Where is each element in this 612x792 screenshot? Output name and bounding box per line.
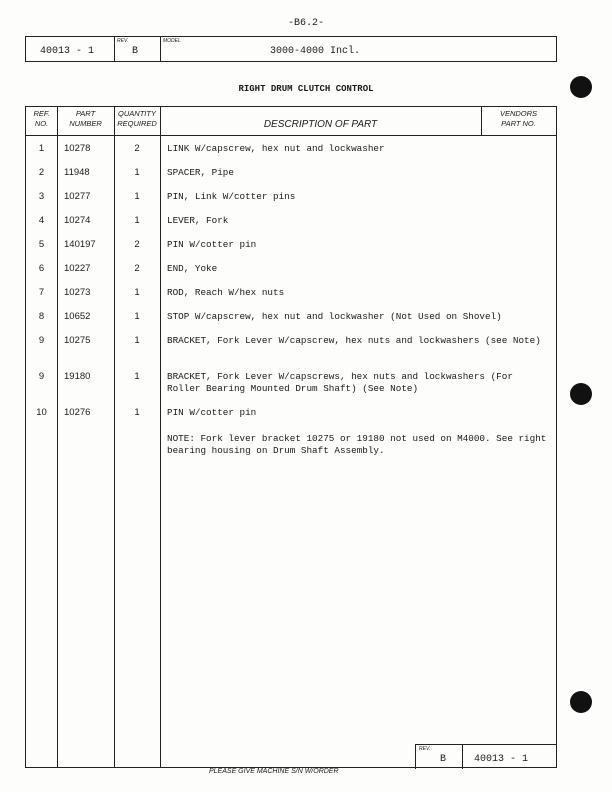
desc-cell: PIN, Link W/cotter pins	[167, 191, 296, 202]
part-cell: 10276	[64, 407, 91, 418]
desc-cell: BRACKET, Fork Lever W/capscrew, hex nuts and lockwashers (see Note)	[167, 335, 541, 346]
header-doc-cell	[26, 37, 115, 61]
punch-hole-middle	[570, 383, 592, 405]
part-cell: 19180	[64, 371, 91, 382]
parts-table	[25, 106, 557, 768]
page-number: -B6.2-	[287, 18, 324, 29]
part-cell: 10227	[64, 263, 91, 274]
header-box	[25, 36, 557, 62]
part-cell: 140197	[64, 239, 96, 250]
qty-cell: 1	[134, 167, 140, 178]
qty-cell: 1	[134, 191, 140, 202]
desc-cell: SPACER, Pipe	[167, 167, 234, 178]
col-header-qty: QUANTITY REQUIRED	[117, 109, 157, 128]
qty-cell: 1	[134, 335, 140, 346]
desc-cell: LINK W/capscrew, hex nut and lockwasher	[167, 143, 385, 154]
header-doc-number: 40013 - 1	[40, 46, 95, 57]
header-rev: B	[132, 46, 139, 57]
qty-cell: 2	[134, 239, 140, 250]
ref-cell: 4	[38, 215, 45, 226]
ref-cell: 9	[38, 335, 45, 346]
table-note: NOTE: Fork lever bracket 10275 or 19180 not used on M4000. See right bearing housing on Drum Shaft Assembly.	[167, 433, 547, 456]
part-cell: 10278	[64, 143, 91, 154]
ref-cell: 5	[38, 239, 45, 250]
part-cell: 10277	[64, 191, 91, 202]
part-cell: 11948	[64, 167, 90, 178]
header-rev-cell	[114, 37, 161, 61]
ref-cell: 9	[38, 371, 45, 382]
section-title: RIGHT DRUM CLUTCH CONTROL	[238, 84, 374, 94]
ref-cell: 8	[38, 311, 45, 322]
desc-cell: STOP W/capscrew, hex nut and lockwasher (Not Used on Shovel)	[167, 311, 502, 322]
desc-cell: PIN W/cotter pin	[167, 239, 257, 250]
footer-note: PLEASE GIVE MACHINE S/N W/ORDER	[205, 768, 343, 775]
qty-cell: 1	[134, 311, 140, 322]
qty-cell: 1	[134, 371, 140, 382]
col-header-vendors: VENDORS PART NO.	[499, 109, 538, 128]
footer-rev-caption: REV.	[419, 746, 431, 752]
ref-cell: 7	[38, 287, 45, 298]
header-model: 3000-4000 Incl.	[270, 46, 361, 57]
desc-cell: ROD, Reach W/hex nuts	[167, 287, 285, 298]
ref-cell: 3	[38, 191, 45, 202]
part-cell: 10275	[64, 335, 91, 346]
part-cell: 10274	[64, 215, 91, 226]
col-header-ref: REF. NO.	[33, 109, 50, 128]
qty-cell: 2	[134, 143, 140, 154]
header-model-caption: MODEL	[163, 38, 181, 44]
footer-doc-number: 40013 - 1	[474, 754, 529, 765]
qty-cell: 1	[134, 215, 140, 226]
col-header-part: PART NUMBER	[69, 109, 102, 128]
qty-cell: 1	[134, 407, 140, 418]
desc-cell: LEVER, Fork	[167, 215, 229, 226]
qty-cell: 2	[134, 263, 140, 274]
punch-hole-bottom	[570, 691, 592, 713]
desc-cell: BRACKET, Fork Lever W/capscrews, hex nuts and lockwashers (For Roller Bearing Mounted Drum Shaft) (See Note)	[167, 371, 513, 394]
footer-rev: B	[440, 754, 447, 765]
punch-hole-top	[570, 76, 592, 98]
ref-cell: 1	[38, 143, 45, 154]
footer-box	[415, 744, 556, 769]
part-cell: 10652	[64, 311, 91, 322]
qty-cell: 1	[134, 287, 140, 298]
ref-cell: 2	[38, 167, 45, 178]
desc-cell: PIN W/cotter pin	[167, 407, 257, 418]
part-cell: 10273	[64, 287, 91, 298]
ref-cell: 10	[36, 407, 47, 418]
ref-cell: 6	[38, 263, 45, 274]
header-rev-caption: REV.	[117, 38, 129, 44]
desc-cell: END, Yoke	[167, 263, 218, 274]
header-model-cell	[160, 37, 556, 61]
col-header-desc: DESCRIPTION OF PART	[263, 119, 378, 130]
